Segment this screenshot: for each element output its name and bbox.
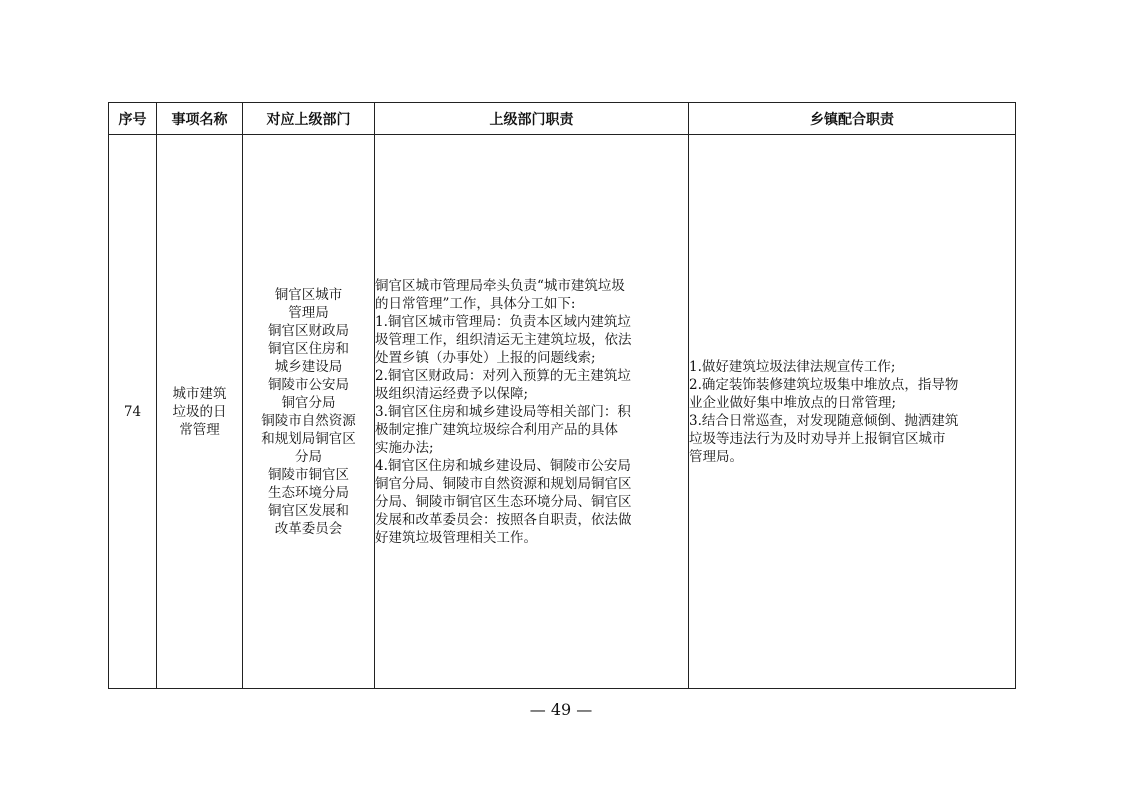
town-line: 垃圾等违法行为及时劝导并上报铜官区城市 xyxy=(689,430,946,447)
cell-item-name xyxy=(157,135,243,689)
item-name-line: 城市建筑 xyxy=(172,385,227,402)
dept-line: 生态环境分局 xyxy=(268,484,349,501)
dept-line: 铜官区财政局 xyxy=(268,322,349,339)
resp-line: 极制定推广建筑垃圾综合利用产品的具体 xyxy=(375,421,618,438)
town-line: 1.做好建筑垃圾法律法规宣传工作; xyxy=(689,358,896,375)
item-name-line: 常管理 xyxy=(179,421,220,438)
cell-town-resp xyxy=(689,135,1016,689)
cell-superior-dept xyxy=(243,135,375,689)
header-town-resp: 乡镇配合职责 xyxy=(689,103,1016,135)
resp-line: 1.铜官区城市管理局：负责本区域内建筑垃 xyxy=(375,313,631,330)
resp-line: 3.铜官区住房和城乡建设局等相关部门：积 xyxy=(375,403,631,420)
table-header-row xyxy=(109,103,1016,135)
responsibility-table xyxy=(108,102,1016,689)
resp-line: 4.铜官区住房和城乡建设局、铜陵市公安局 xyxy=(375,457,631,474)
resp-line: 分局、铜陵市铜官区生态环境分局、铜官区 xyxy=(375,493,632,510)
header-superior-dept: 对应上级部门 xyxy=(243,103,375,135)
resp-line: 实施办法; xyxy=(375,439,434,456)
town-line: 3.结合日常巡查，对发现随意倾倒、抛洒建筑 xyxy=(689,412,959,429)
header-seq: 序号 xyxy=(109,103,157,135)
town-line: 管理局。 xyxy=(689,448,743,465)
dept-line: 铜陵市铜官区 xyxy=(268,466,349,483)
resp-line: 的日常管理”工作，具体分工如下: xyxy=(375,295,576,312)
resp-line: 圾管理工作，组织清运无主建筑垃圾，依法 xyxy=(375,331,632,348)
dept-line: 铜陵市公安局 xyxy=(268,376,349,393)
resp-line: 铜官区城市管理局牵头负责“城市建筑垃圾 xyxy=(375,277,625,294)
dept-line: 城乡建设局 xyxy=(274,358,343,375)
dept-line: 管理局 xyxy=(288,304,329,321)
dept-line: 和规划局铜官区 xyxy=(261,430,356,447)
cell-seq: 74 xyxy=(109,135,157,689)
dept-line: 铜官区城市 xyxy=(274,286,343,303)
resp-line: 发展和改革委员会：按照各自职责，依法做 xyxy=(375,511,632,528)
dept-line: 铜官区住房和 xyxy=(268,340,349,357)
resp-line: 圾组织清运经费予以保障; xyxy=(375,385,529,402)
table-row xyxy=(109,135,1016,689)
dept-line: 分局 xyxy=(295,448,322,465)
resp-line: 铜官分局、铜陵市自然资源和规划局铜官区 xyxy=(375,475,632,492)
dept-line: 铜陵市自然资源 xyxy=(261,412,356,429)
resp-line: 2.铜官区财政局：对列入预算的无主建筑垃 xyxy=(375,367,631,384)
town-line: 2.确定装饰装修建筑垃圾集中堆放点，指导物 xyxy=(689,376,959,393)
dept-line: 铜官区发展和 xyxy=(268,502,349,519)
header-item-name: 事项名称 xyxy=(157,103,243,135)
town-line: 业企业做好集中堆放点的日常管理; xyxy=(689,394,897,411)
item-name-line: 垃圾的日 xyxy=(172,403,227,420)
dept-line: 铜官分局 xyxy=(281,394,336,411)
resp-line: 好建筑垃圾管理相关工作。 xyxy=(375,529,537,546)
resp-line: 处置乡镇（办事处）上报的问题线索; xyxy=(375,349,596,366)
cell-superior-resp xyxy=(375,135,689,689)
page-number: — 49 — xyxy=(529,700,593,719)
header-superior-resp: 上级部门职责 xyxy=(375,103,689,135)
dept-line: 改革委员会 xyxy=(274,520,343,537)
